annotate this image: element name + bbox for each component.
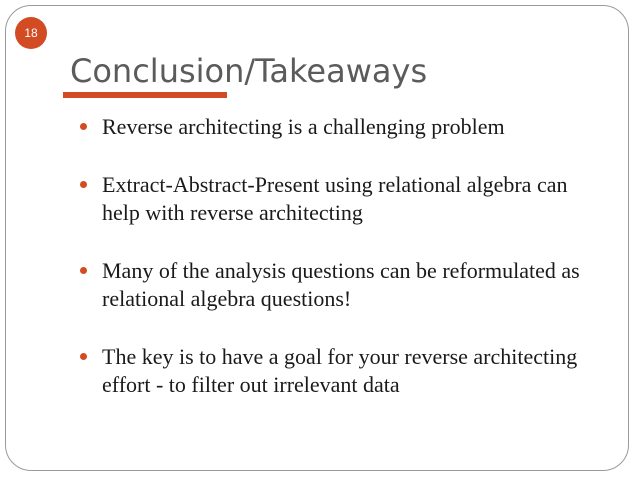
bullet-text: Reverse architecting is a challenging problem [102,114,505,139]
bullet-dot-icon [80,267,87,274]
bullet-item [80,343,610,399]
slide-number-badge: 18 [15,17,47,49]
title-underline [63,92,227,98]
bullet-text: Many of the analysis questions can be reformulated as relational algebra questions! [102,258,580,311]
bullet-text: The key is to have a goal for your reverse architecting effort - to filter out irrelevant data [102,344,578,397]
bullet-dot-icon [80,181,87,188]
bullet-list [80,113,610,399]
bullet-item [80,257,610,313]
bullet-dot-icon [80,353,87,360]
bullet-text: Extract-Abstract-Present using relational algebra can help with reverse architecting [102,172,568,225]
bullet-item [80,113,610,141]
bullet-dot-icon [80,123,87,130]
bullet-item [80,171,610,227]
slide-title: Conclusion/Takeaways [70,52,428,90]
